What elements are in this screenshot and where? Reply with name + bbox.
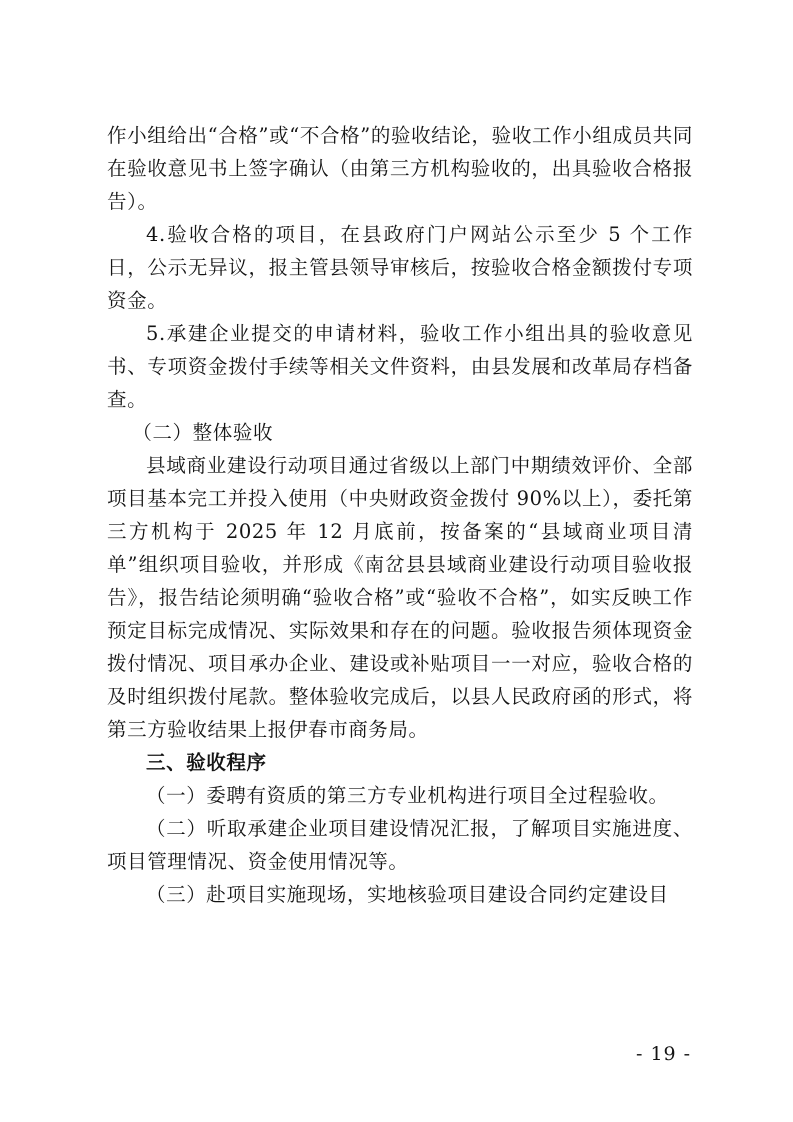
- paragraph-continuation: 作小组给出“合格”或“不合格”的验收结论，验收工作小组成员共同在验收意见书上签字确认（由第三方机构验收的，出具验收合格报告）。: [107, 124, 693, 213]
- paragraph-item-5: 5.承建企业提交的申请材料，验收工作小组出具的验收意见书、专项资金拨付手续等相关文件资料，由县发展和改革局存档备查。: [107, 322, 693, 411]
- document-body: [107, 119, 693, 911]
- paragraph-procedure-1: （一）委聘有资质的第三方专业机构进行项目全过程验收。: [146, 784, 669, 807]
- section-heading-acceptance-procedure: 三、验收程序: [146, 751, 267, 774]
- paragraph-procedure-2: （二）听取承建企业项目建设情况汇报，了解项目实施进度、项目管理情况、资金使用情况等。: [107, 817, 693, 873]
- paragraph-procedure-3: （三）赴项目实施现场，实地核验项目建设合同约定建设目: [146, 883, 669, 906]
- page-number: - 19 -: [636, 1043, 692, 1065]
- paragraph-overall-acceptance: 县域商业建设行动项目通过省级以上部门中期绩效评价、全部项目基本完工并投入使用（中央财政资金拨付 90%以上），委托第三方机构于 2025 年 12 月底前，按备案的“县域商业项目清单”组织项目验收，并形成《南岔县县域商业建设行动项目验收报告》，报告结论须明确“验收合格”或“验收不合格”，如实反映工作预定目标完成情况、实际效果和存在的问题。验收报告须体现资金拨付情况、项目承办企业、建设或补贴项目一一对应，验收合格的及时组织拨付尾款。整体验收完成后，以县人民政府函的形式，将第三方验收结果上报伊春市商务局。: [107, 454, 693, 741]
- paragraph-item-4: 4.验收合格的项目，在县政府门户网站公示至少 5 个工作日，公示无异议，报主管县领导审核后，按验收合格金额拨付专项资金。: [107, 223, 693, 312]
- subheading-overall-acceptance: （二）整体验收: [132, 421, 274, 444]
